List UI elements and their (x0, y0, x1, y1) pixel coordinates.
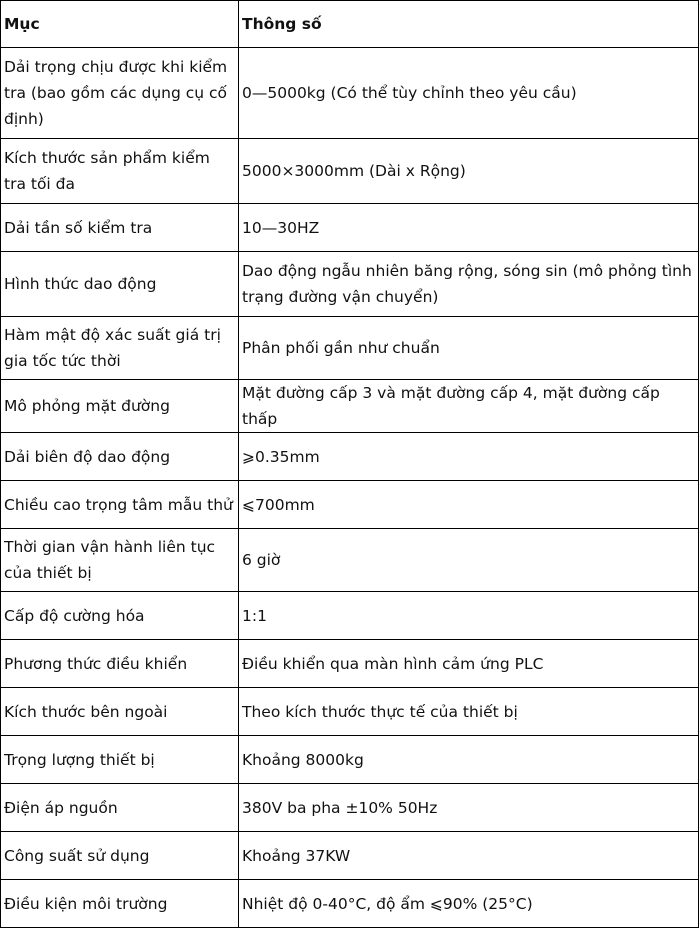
table-row (1, 529, 699, 592)
row-label: Hình thức dao động (1, 252, 239, 317)
row-label: Kích thước sản phẩm kiểm tra tối đa (1, 139, 239, 204)
row-value: ⩽700mm (239, 481, 699, 529)
table-row (1, 380, 699, 433)
row-value: 1:1 (239, 592, 699, 640)
row-value: ⩾0.35mm (239, 433, 699, 481)
table-row (1, 784, 699, 832)
row-value: 6 giờ (239, 529, 699, 592)
table-row (1, 317, 699, 380)
row-value: Theo kích thước thực tế của thiết bị (239, 688, 699, 736)
table-row (1, 204, 699, 252)
row-label: Điều kiện môi trường (1, 880, 239, 928)
column-header-item: Mục (1, 1, 239, 48)
row-value: 380V ba pha ±10% 50Hz (239, 784, 699, 832)
column-header-spec: Thông số (239, 1, 699, 48)
table-row (1, 252, 699, 317)
row-label: Dải tần số kiểm tra (1, 204, 239, 252)
row-label: Dải biên độ dao động (1, 433, 239, 481)
row-label: Hàm mật độ xác suất giá trị gia tốc tức thời (1, 317, 239, 380)
row-value: 5000×3000mm (Dài x Rộng) (239, 139, 699, 204)
row-value: Mặt đường cấp 3 và mặt đường cấp 4, mặt đường cấp thấp (239, 380, 699, 433)
table-row (1, 880, 699, 928)
row-value: Phân phối gần như chuẩn (239, 317, 699, 380)
table-row (1, 832, 699, 880)
row-label: Thời gian vận hành liên tục của thiết bị (1, 529, 239, 592)
table-row (1, 640, 699, 688)
table-row (1, 139, 699, 204)
table-row (1, 592, 699, 640)
row-value: Dao động ngẫu nhiên băng rộng, sóng sin (mô phỏng tình trạng đường vận chuyển) (239, 252, 699, 317)
row-value: 10—30HZ (239, 204, 699, 252)
row-value: Khoảng 37KW (239, 832, 699, 880)
row-label: Cấp độ cường hóa (1, 592, 239, 640)
row-label: Trọng lượng thiết bị (1, 736, 239, 784)
row-label: Chiều cao trọng tâm mẫu thử (1, 481, 239, 529)
row-label: Công suất sử dụng (1, 832, 239, 880)
row-value: Khoảng 8000kg (239, 736, 699, 784)
row-label: Điện áp nguồn (1, 784, 239, 832)
row-value: Nhiệt độ 0-40°C, độ ẩm ⩽90% (25°C) (239, 880, 699, 928)
table-row (1, 433, 699, 481)
row-value: 0—5000kg (Có thể tùy chỉnh theo yêu cầu) (239, 48, 699, 139)
table-row (1, 481, 699, 529)
row-label: Kích thước bên ngoài (1, 688, 239, 736)
row-label: Dải trọng chịu được khi kiểm tra (bao gồm các dụng cụ cố định) (1, 48, 239, 139)
row-label: Phương thức điều khiển (1, 640, 239, 688)
table-header-row (1, 1, 699, 48)
row-label: Mô phỏng mặt đường (1, 380, 239, 433)
table-row (1, 48, 699, 139)
table-row (1, 688, 699, 736)
row-value: Điều khiển qua màn hình cảm ứng PLC (239, 640, 699, 688)
table-row (1, 736, 699, 784)
